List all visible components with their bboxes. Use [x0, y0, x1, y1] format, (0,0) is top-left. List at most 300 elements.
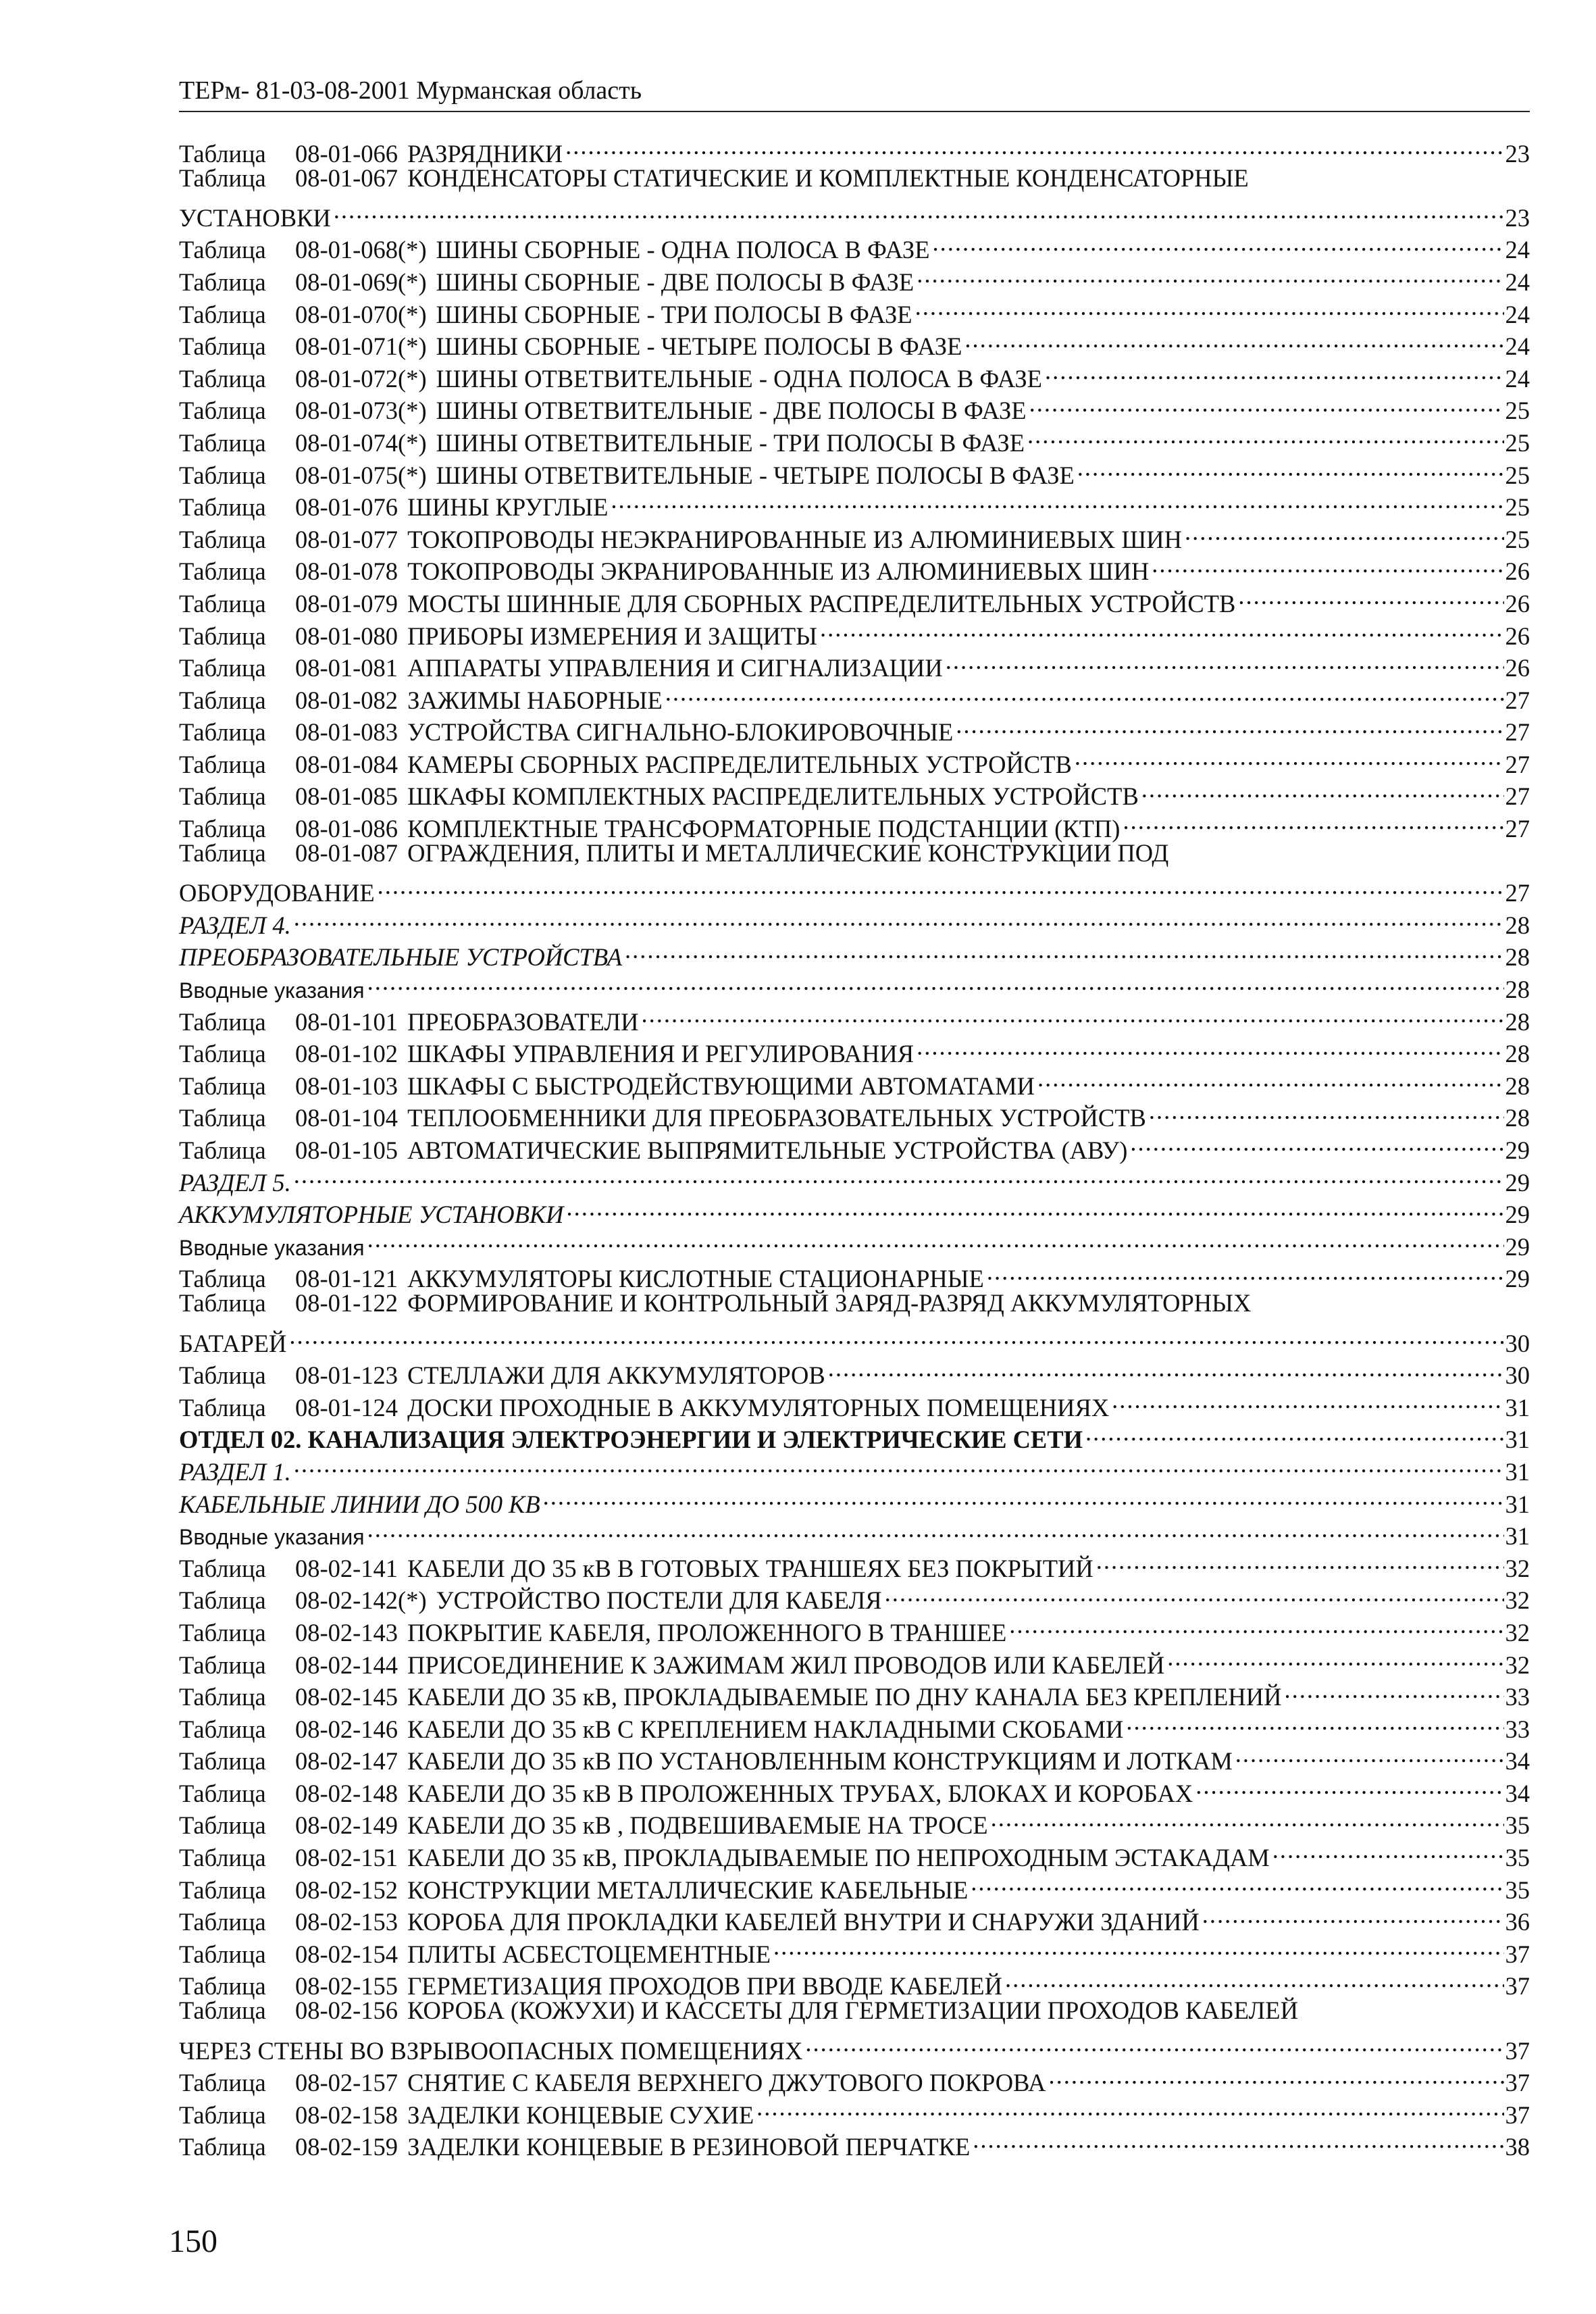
- dot-leader: [365, 965, 1504, 998]
- entry-page: 31: [1505, 1490, 1530, 1518]
- entry-title: ШИНЫ СБОРНЫЕ - ТРИ ПОЛОСЫ В ФАЗЕ: [436, 300, 912, 328]
- entry-title: КАМЕРЫ СБОРНЫХ РАСПРЕДЕЛИТЕЛЬНЫХ УСТРОЙСТВ: [407, 750, 1072, 778]
- entry-title: СНЯТИЕ С КАБЕЛЯ ВЕРХНЕГО ДЖУТОВОГО ПОКРОВА: [407, 2069, 1046, 2097]
- entry-label: Таблица: [179, 1072, 266, 1100]
- toc-entry: [179, 998, 1530, 1036]
- toc-entry: [179, 1480, 1530, 1518]
- entry-title: КОМПЛЕКТНЫЕ ТРАНСФОРМАТОРНЫЕ ПОДСТАНЦИИ (КТП): [407, 815, 1121, 843]
- dot-leader: [1072, 740, 1504, 773]
- entry-code: 08-02-148: [295, 1779, 398, 1807]
- entry-label: Таблица: [179, 1554, 266, 1582]
- dot-leader: [771, 1930, 1504, 1963]
- entry-page: 30: [1505, 1361, 1530, 1390]
- entry-label: Таблица: [179, 686, 266, 714]
- entry-code: 08-01-102: [295, 1040, 398, 1068]
- entry-code: 08-01-070(*): [295, 300, 427, 328]
- entry-code: 08-01-123: [295, 1361, 398, 1390]
- entry-title: УСТРОЙСТВА СИГНАЛЬНО-БЛОКИРОВОЧНЫЕ: [407, 718, 954, 747]
- entry-label: Таблица: [179, 1651, 266, 1679]
- entry-page: 34: [1505, 1747, 1530, 1776]
- entry-label: Таблица: [179, 782, 266, 811]
- entry-code: 08-01-077: [295, 525, 398, 553]
- toc-entry-first-line: [179, 162, 1530, 195]
- entry-label: Таблица: [179, 1136, 266, 1164]
- entry-label: Таблица: [179, 2101, 266, 2129]
- dot-leader: [563, 130, 1503, 162]
- entry-code: 08-01-071(*): [295, 332, 427, 361]
- dot-leader: [638, 998, 1503, 1030]
- entry-label: Таблица: [179, 750, 266, 778]
- dot-leader: [988, 1802, 1504, 1834]
- toc-entry: [179, 1319, 1530, 1357]
- entry-title: КАБЕЛИ ДО 35 кВ В ГОТОВЫХ ТРАНШЕЯХ БЕЗ ПОКРЫТИЙ: [407, 1554, 1093, 1582]
- entry-page: 25: [1505, 493, 1530, 522]
- entry-code: 08-01-122: [295, 1289, 398, 1317]
- entry-code: 08-01-081: [295, 654, 398, 682]
- dot-leader: [953, 709, 1503, 741]
- dot-leader: [1046, 2059, 1503, 2092]
- entry-page: 35: [1505, 1811, 1530, 1840]
- entry-title: Вводные указания: [179, 1525, 365, 1550]
- entry-code: 08-02-144: [295, 1651, 398, 1679]
- dot-leader: [608, 484, 1503, 516]
- dot-leader: [882, 1577, 1504, 1609]
- entry-label: Таблица: [179, 332, 266, 361]
- entry-code: 08-01-079: [295, 589, 398, 618]
- entry-title: ТОКОПРОВОДЫ НЕЭКРАНИРОВАННЫЕ ИЗ АЛЮМИНИЕВЫХ ШИН: [407, 525, 1182, 553]
- entry-page: 37: [1505, 2036, 1530, 2065]
- entry-label: Таблица: [179, 236, 266, 264]
- entry-page: 28: [1505, 943, 1530, 972]
- entry-label: Таблица: [179, 2069, 266, 2097]
- entry-title: СТЕЛЛАЖИ ДЛЯ АККУМУЛЯТОРОВ: [407, 1361, 825, 1390]
- entry-code: 08-02-156: [295, 1996, 398, 2025]
- dot-leader: [564, 1191, 1504, 1224]
- dot-leader: [984, 1255, 1504, 1288]
- entry-label: Таблица: [179, 1007, 266, 1036]
- dot-leader: [1025, 419, 1503, 451]
- dot-leader: [1006, 1609, 1503, 1641]
- toc-entry-first-line: [179, 1287, 1530, 1319]
- entry-page: 31: [1505, 1457, 1530, 1486]
- entry-label: Таблица: [179, 654, 266, 682]
- page-header: ТЕРм- 81-03-08-2001 Мурманская область: [179, 76, 642, 105]
- entry-page: 24: [1505, 364, 1530, 393]
- entry-label: Таблица: [179, 164, 266, 192]
- entry-title: ОТДЕЛ 02. КАНАЛИЗАЦИЯ ЭЛЕКТРОЭНЕРГИИ И ЭЛЕКТРИЧЕСКИЕ СЕТИ: [179, 1426, 1083, 1454]
- entry-title-continued: ЧЕРЕЗ СТЕНЫ ВО ВЗРЫВООПАСНЫХ ПОМЕЩЕНИЯХ: [179, 2036, 803, 2065]
- toc-entry: [179, 1544, 1530, 1582]
- entry-label: Таблица: [179, 1876, 266, 1904]
- entry-label: Таблица: [179, 1844, 266, 1872]
- entry-page: 26: [1505, 557, 1530, 586]
- entry-page: 27: [1505, 782, 1530, 811]
- entry-title: ШИНЫ ОТВЕТВИТЕЛЬНЫЕ - ТРИ ПОЛОСЫ В ФАЗЕ: [436, 428, 1025, 457]
- entry-page: 31: [1505, 1393, 1530, 1422]
- entry-page: 37: [1505, 2101, 1530, 2129]
- entry-page: 32: [1505, 1586, 1530, 1615]
- entry-title: ЗАДЕЛКИ КОНЦЕВЫЕ СУХИЕ: [407, 2101, 754, 2129]
- entry-code: 08-01-124: [295, 1393, 398, 1422]
- entry-label: Таблица: [179, 557, 266, 586]
- entry-code: 08-01-068(*): [295, 236, 427, 264]
- entry-label: Таблица: [179, 718, 266, 747]
- entry-code: 08-01-104: [295, 1104, 398, 1132]
- toc-entry: [179, 870, 1530, 907]
- entry-code: 08-01-078: [295, 557, 398, 586]
- entry-label: Таблица: [179, 364, 266, 393]
- dot-leader: [912, 291, 1504, 323]
- toc-entry: [179, 1255, 1530, 1293]
- entry-page: 30: [1505, 1329, 1530, 1357]
- entry-label: Таблица: [179, 139, 266, 168]
- entry-code: 08-02-159: [295, 2133, 398, 2161]
- entry-page: 25: [1505, 525, 1530, 553]
- entry-code: 08-02-153: [295, 1908, 398, 1936]
- entry-title-continued: ОБОРУДОВАНИЕ: [179, 879, 375, 907]
- entry-page: 28: [1505, 911, 1530, 939]
- entry-page: 24: [1505, 268, 1530, 296]
- entry-label: Таблица: [179, 461, 266, 489]
- entry-page: 28: [1505, 1040, 1530, 1068]
- entry-title: Вводные указания: [179, 1235, 365, 1260]
- toc-entry-first-line: [179, 837, 1530, 870]
- dot-leader: [375, 870, 1504, 902]
- entry-code: 08-02-147: [295, 1747, 398, 1776]
- dot-leader: [331, 194, 1504, 226]
- entry-title: АККУМУЛЯТОРНЫЕ УСТАНОВКИ: [179, 1201, 564, 1229]
- entry-page: 33: [1505, 1715, 1530, 1743]
- entry-code: 08-02-158: [295, 2101, 398, 2129]
- dot-leader: [1270, 1834, 1504, 1866]
- dot-leader: [1149, 548, 1503, 580]
- entry-label: Таблица: [179, 1747, 266, 1776]
- entry-title: КОНДЕНСАТОРЫ СТАТИЧЕСКИЕ И КОМПЛЕКТНЫЕ КОНДЕНСАТОРНЫЕ: [407, 164, 1249, 192]
- entry-page: 27: [1505, 750, 1530, 778]
- entry-title: ШИНЫ ОТВЕТВИТЕЛЬНЫЕ - ЧЕТЫРЕ ПОЛОСЫ В ФАЗЕ: [436, 461, 1075, 489]
- entry-title: УСТРОЙСТВО ПОСТЕЛИ ДЛЯ КАБЕЛЯ: [436, 1586, 882, 1615]
- dot-leader: [817, 612, 1503, 645]
- entry-page: 32: [1505, 1554, 1530, 1582]
- entry-title: ДОСКИ ПРОХОДНЫЕ В АККУМУЛЯТОРНЫХ ПОМЕЩЕНИЯХ: [407, 1393, 1110, 1422]
- dot-leader: [540, 1480, 1504, 1513]
- entry-label: Таблица: [179, 268, 266, 296]
- entry-code: 08-01-121: [295, 1265, 398, 1293]
- entry-page: 34: [1505, 1779, 1530, 1807]
- dot-leader: [291, 1448, 1504, 1480]
- entry-page: 27: [1505, 879, 1530, 907]
- entry-page: 36: [1505, 1908, 1530, 1936]
- entry-title: ПОКРЫТИЕ КАБЕЛЯ, ПРОЛОЖЕННОГО В ТРАНШЕЕ: [407, 1618, 1007, 1646]
- entry-label: Таблица: [179, 1908, 266, 1936]
- dot-leader: [1123, 1705, 1503, 1738]
- entry-title: ШИНЫ КРУГЛЫЕ: [407, 493, 609, 522]
- entry-label: Таблица: [179, 839, 266, 867]
- entry-title: ГЕРМЕТИЗАЦИЯ ПРОХОДОВ ПРИ ВВОДЕ КАБЕЛЕЙ: [407, 1972, 1002, 2001]
- entry-code: 08-01-074(*): [295, 428, 427, 457]
- entry-code: 08-01-080: [295, 622, 398, 650]
- entry-title: ЗАЖИМЫ НАБОРНЫЕ: [407, 686, 663, 714]
- dot-leader: [968, 1866, 1503, 1898]
- toc-entry: [179, 226, 1530, 264]
- entry-page: 27: [1505, 815, 1530, 843]
- entry-title: ПРИБОРЫ ИЗМЕРЕНИЯ И ЗАЩИТЫ: [407, 622, 818, 650]
- entry-code: 08-02-154: [295, 1940, 398, 1968]
- entry-title: КАБЕЛИ ДО 35 кВ, ПРОКЛАДЫВАЕМЫЕ ПО ДНУ КАНАЛА БЕЗ КРЕПЛЕНИЙ: [407, 1683, 1282, 1711]
- entry-page: 25: [1505, 428, 1530, 457]
- entry-label: Таблица: [179, 1393, 266, 1422]
- page-number: 150: [169, 2223, 217, 2259]
- entry-title: КАБЕЛЬНЫЕ ЛИНИИ ДО 500 КВ: [179, 1490, 540, 1518]
- dot-leader: [1233, 1738, 1504, 1770]
- entry-code: 08-02-149: [295, 1811, 398, 1840]
- entry-page: 28: [1505, 976, 1530, 1004]
- entry-code: 08-02-143: [295, 1618, 398, 1646]
- entry-title: КОРОБА ДЛЯ ПРОКЛАДКИ КАБЕЛЕЙ ВНУТРИ И СНАРУЖИ ЗДАНИЙ: [407, 1908, 1200, 1936]
- entry-page: 23: [1505, 139, 1530, 168]
- entry-label: Таблица: [179, 589, 266, 618]
- entry-code: 08-01-067: [295, 164, 398, 192]
- header-rule: [179, 111, 1530, 112]
- entry-label: Таблица: [179, 1811, 266, 1840]
- entry-title: КОНСТРУКЦИИ МЕТАЛЛИЧЕСКИЕ КАБЕЛЬНЫЕ: [407, 1876, 969, 1904]
- dot-leader: [291, 901, 1504, 934]
- toc-entry: [179, 1513, 1530, 1551]
- dot-leader: [1200, 1898, 1504, 1931]
- entry-page: 31: [1505, 1522, 1530, 1551]
- entry-page: 32: [1505, 1618, 1530, 1646]
- entry-code: 08-01-083: [295, 718, 398, 747]
- entry-title: ПРЕОБРАЗОВАТЕЛИ: [407, 1007, 639, 1036]
- entry-label: Таблица: [179, 428, 266, 457]
- entry-page: 26: [1505, 622, 1530, 650]
- entry-page: 31: [1505, 1426, 1530, 1454]
- entry-page: 24: [1505, 236, 1530, 264]
- entry-title-continued: БАТАРЕЙ: [179, 1329, 287, 1357]
- entry-code: 08-01-085: [295, 782, 398, 811]
- entry-title: ТОКОПРОВОДЫ ЭКРАНИРОВАННЫЕ ИЗ АЛЮМИНИЕВЫХ ШИН: [407, 557, 1150, 586]
- entry-label: Таблица: [179, 1683, 266, 1711]
- entry-page: 32: [1505, 1651, 1530, 1679]
- dot-leader: [1182, 515, 1504, 548]
- dot-leader: [622, 934, 1503, 966]
- entry-title: КАБЕЛИ ДО 35 кВ, ПРОКЛАДЫВАЕМЫЕ ПО НЕПРОХОДНЫМ ЭСТАКАДАМ: [407, 1844, 1270, 1872]
- dot-leader: [365, 1513, 1504, 1545]
- entry-title: МОСТЫ ШИННЫЕ ДЛЯ СБОРНЫХ РАСПРЕДЕЛИТЕЛЬНЫХ УСТРОЙСТВ: [407, 589, 1236, 618]
- entry-page: 37: [1505, 1972, 1530, 2001]
- entry-title: ЗАДЕЛКИ КОНЦЕВЫЕ В РЕЗИНОВОЙ ПЕРЧАТКЕ: [407, 2133, 971, 2161]
- entry-label: Таблица: [179, 1715, 266, 1743]
- entry-page: 27: [1505, 718, 1530, 747]
- entry-code: 08-01-084: [295, 750, 398, 778]
- entry-title-continued: УСТАНОВКИ: [179, 203, 331, 232]
- entry-label: Таблица: [179, 1618, 266, 1646]
- entry-code: 08-01-086: [295, 815, 398, 843]
- dot-leader: [1235, 580, 1503, 612]
- dot-leader: [943, 645, 1504, 677]
- entry-title: ШКАФЫ УПРАВЛЕНИЯ И РЕГУЛИРОВАНИЯ: [407, 1040, 915, 1068]
- entry-page: 29: [1505, 1201, 1530, 1229]
- entry-title: ПРИСОЕДИНЕНИЕ К ЗАЖИМАМ ЖИЛ ПРОВОДОВ ИЛИ КАБЕЛЕЙ: [407, 1651, 1165, 1679]
- entry-label: Таблица: [179, 1972, 266, 2001]
- entry-code: 08-01-076: [295, 493, 398, 522]
- entry-title: РАЗДЕЛ 4.: [179, 911, 291, 939]
- toc-entry: [179, 1352, 1530, 1390]
- entry-label: Таблица: [179, 1104, 266, 1132]
- entry-code: 08-01-101: [295, 1007, 398, 1036]
- entry-page: 28: [1505, 1072, 1530, 1100]
- dot-leader: [802, 2027, 1503, 2059]
- entry-label: Таблица: [179, 1996, 266, 2025]
- entry-code: 08-02-155: [295, 1972, 398, 2001]
- entry-title: Вводные указания: [179, 978, 365, 1003]
- dot-leader: [365, 1223, 1504, 1255]
- entry-page: 35: [1505, 1876, 1530, 1904]
- dot-leader: [930, 226, 1504, 259]
- entry-label: Таблица: [179, 815, 266, 843]
- entry-page: 29: [1505, 1232, 1530, 1261]
- entry-title: КОРОБА (КОЖУХИ) И КАССЕТЫ ДЛЯ ГЕРМЕТИЗАЦИИ ПРОХОДОВ КАБЕЛЕЙ: [407, 1996, 1298, 2025]
- entry-code: 08-01-066: [295, 139, 398, 168]
- dot-leader: [663, 676, 1504, 709]
- entry-page: 24: [1505, 332, 1530, 361]
- entry-page: 27: [1505, 686, 1530, 714]
- entry-title: ТЕПЛООБМЕННИКИ ДЛЯ ПРЕОБРАЗОВАТЕЛЬНЫХ УСТРОЙСТВ: [407, 1104, 1146, 1132]
- dot-leader: [1127, 1126, 1503, 1159]
- entry-title: ШИНЫ СБОРНЫЕ - ЧЕТЫРЕ ПОЛОСЫ В ФАЗЕ: [436, 332, 962, 361]
- toc-entry: [179, 1159, 1530, 1197]
- dot-leader: [970, 2123, 1503, 2156]
- toc-entry: [179, 194, 1530, 232]
- entry-page: 33: [1505, 1683, 1530, 1711]
- dot-leader: [1027, 387, 1504, 420]
- entry-code: 08-01-073(*): [295, 397, 427, 425]
- entry-page: 24: [1505, 300, 1530, 328]
- entry-label: Таблица: [179, 1289, 266, 1317]
- entry-code: 08-02-157: [295, 2069, 398, 2097]
- entry-page: 25: [1505, 461, 1530, 489]
- dot-leader: [825, 1352, 1504, 1384]
- toc-entry-first-line: [179, 1994, 1530, 2027]
- dot-leader: [914, 258, 1503, 291]
- entry-page: 28: [1505, 1104, 1530, 1132]
- toc-entry: [179, 1223, 1530, 1261]
- dot-leader: [754, 2091, 1503, 2123]
- entry-code: 08-02-141: [295, 1554, 398, 1582]
- entry-code: 08-02-151: [295, 1844, 398, 1872]
- dot-leader: [1281, 1674, 1503, 1706]
- entry-title: РАЗРЯДНИКИ: [407, 139, 563, 168]
- entry-code: 08-02-146: [295, 1715, 398, 1743]
- entry-code: 08-01-075(*): [295, 461, 427, 489]
- dot-leader: [1164, 1641, 1503, 1674]
- entry-code: 08-01-103: [295, 1072, 398, 1100]
- toc-entry: [179, 2027, 1530, 2065]
- dot-leader: [1093, 1544, 1504, 1577]
- entry-page: 29: [1505, 1136, 1530, 1164]
- dot-leader: [914, 1030, 1503, 1063]
- dot-leader: [1109, 1384, 1503, 1416]
- entry-label: Таблица: [179, 1361, 266, 1390]
- entry-title: РАЗДЕЛ 5.: [179, 1168, 291, 1197]
- entry-page: 38: [1505, 2133, 1530, 2161]
- entry-title: КАБЕЛИ ДО 35 кВ В ПРОЛОЖЕННЫХ ТРУБАХ, БЛОКАХ И КОРОБАХ: [407, 1779, 1193, 1807]
- entry-page: 35: [1505, 1844, 1530, 1872]
- toc-entry: [179, 130, 1530, 168]
- entry-title: АВТОМАТИЧЕСКИЕ ВЫПРЯМИТЕЛЬНЫЕ УСТРОЙСТВА (АВУ): [407, 1136, 1128, 1164]
- dot-leader: [1042, 355, 1504, 387]
- toc-entry: [179, 934, 1530, 972]
- entry-code: 08-01-082: [295, 686, 398, 714]
- entry-title: РАЗДЕЛ 1.: [179, 1457, 291, 1486]
- dot-leader: [1083, 1416, 1503, 1449]
- entry-page: 37: [1505, 1940, 1530, 1968]
- entry-label: Таблица: [179, 1940, 266, 1968]
- entry-title: ФОРМИРОВАНИЕ И КОНТРОЛЬНЫЙ ЗАРЯД-РАЗРЯД АККУМУЛЯТОРНЫХ: [407, 1289, 1252, 1317]
- dot-leader: [286, 1319, 1503, 1352]
- entry-title: КАБЕЛИ ДО 35 кВ , ПОДВЕШИВАЕМЫЕ НА ТРОСЕ: [407, 1811, 988, 1840]
- entry-title: ШИНЫ СБОРНЫЕ - ОДНА ПОЛОСА В ФАЗЕ: [436, 236, 930, 264]
- dot-leader: [1075, 451, 1504, 484]
- entry-page: 25: [1505, 397, 1530, 425]
- entry-code: 08-01-069(*): [295, 268, 427, 296]
- entry-page: 23: [1505, 203, 1530, 232]
- entry-title: АККУМУЛЯТОРЫ КИСЛОТНЫЕ СТАЦИОНАРНЫЕ: [407, 1265, 984, 1293]
- entry-page: 29: [1505, 1168, 1530, 1197]
- entry-label: Таблица: [179, 1040, 266, 1068]
- entry-label: Таблица: [179, 525, 266, 553]
- toc-entry: [179, 1191, 1530, 1229]
- entry-title: КАБЕЛИ ДО 35 кВ С КРЕПЛЕНИЕМ НАКЛАДНЫМИ СКОБАМИ: [407, 1715, 1124, 1743]
- entry-label: Таблица: [179, 1779, 266, 1807]
- entry-code: 08-01-105: [295, 1136, 398, 1164]
- entry-code: 08-02-152: [295, 1876, 398, 1904]
- toc-entry: [179, 965, 1530, 1004]
- entry-title: ОГРАЖДЕНИЯ, ПЛИТЫ И МЕТАЛЛИЧЕСКИЕ КОНСТРУКЦИИ ПОД: [407, 839, 1169, 867]
- entry-title: ШИНЫ СБОРНЫЕ - ДВЕ ПОЛОСЫ В ФАЗЕ: [436, 268, 915, 296]
- entry-label: Таблица: [179, 493, 266, 522]
- entry-label: Таблица: [179, 1265, 266, 1293]
- entry-title: КАБЕЛИ ДО 35 кВ ПО УСТАНОВЛЕННЫМ КОНСТРУКЦИЯМ И ЛОТКАМ: [407, 1747, 1233, 1776]
- entry-page: 26: [1505, 589, 1530, 618]
- dot-leader: [1120, 805, 1503, 837]
- entry-page: 28: [1505, 1007, 1530, 1036]
- entry-title: АППАРАТЫ УПРАВЛЕНИЯ И СИГНАЛИЗАЦИИ: [407, 654, 943, 682]
- dot-leader: [1139, 773, 1504, 805]
- entry-label: Таблица: [179, 397, 266, 425]
- entry-label: Таблица: [179, 2133, 266, 2161]
- entry-code: 08-01-087: [295, 839, 398, 867]
- dot-leader: [1035, 1062, 1504, 1095]
- entry-code: 08-02-145: [295, 1683, 398, 1711]
- entry-title: ШИНЫ ОТВЕТВИТЕЛЬНЫЕ - ОДНА ПОЛОСА В ФАЗЕ: [436, 364, 1042, 393]
- dot-leader: [962, 323, 1503, 355]
- toc-entry: [179, 1448, 1530, 1486]
- entry-label: Таблица: [179, 1586, 266, 1615]
- toc-entry: [179, 901, 1530, 939]
- entry-page: 26: [1505, 654, 1530, 682]
- entry-page: 37: [1505, 2069, 1530, 2097]
- entry-title: ПЛИТЫ АСБЕСТОЦЕМЕНТНЫЕ: [407, 1940, 771, 1968]
- entry-title: ШКАФЫ КОМПЛЕКТНЫХ РАСПРЕДЕЛИТЕЛЬНЫХ УСТРОЙСТВ: [407, 782, 1139, 811]
- dot-leader: [291, 1159, 1504, 1191]
- dot-leader: [1146, 1095, 1504, 1127]
- entry-title: ПРЕОБРАЗОВАТЕЛЬНЫЕ УСТРОЙСТВА: [179, 943, 623, 972]
- table-of-contents: [179, 130, 1530, 2161]
- dot-leader: [1193, 1769, 1503, 1802]
- dot-leader: [1002, 1963, 1504, 1995]
- entry-label: Таблица: [179, 300, 266, 328]
